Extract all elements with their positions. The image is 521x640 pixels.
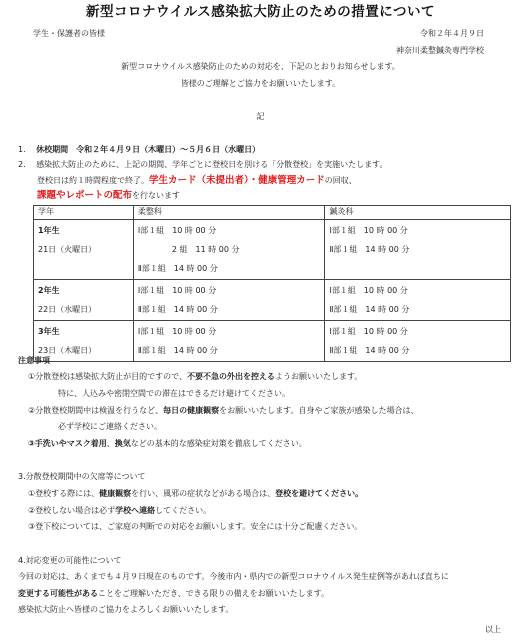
schedule-header-row (34, 206, 511, 220)
item-2-line-2 (37, 175, 357, 187)
year1-acu-cell (325, 220, 511, 280)
year2-day: 22日（水曜日） (38, 305, 97, 314)
absence-3: ③登下校については、ご家庭の判断での対応をお願いします。安全には十分ご配慮ください。 (28, 522, 363, 531)
note-1-line-2: 特に、人込みや密閉空間での滞在はできるだけ避けてください。 (58, 389, 290, 398)
year1-label: 1年生 (38, 226, 60, 235)
year1-judo-slot-3: Ⅱ部１組 14 時 00 分 (137, 264, 218, 273)
schedule-table (33, 205, 511, 362)
item-2-text: 感染拡大防止のために、上記の期間、学年ごとに登校日を別ける「分散登校」を実施いたします。 (36, 160, 388, 169)
change-emphasis: 変更する可能性がある (18, 589, 98, 598)
note-1 (28, 372, 362, 382)
note-3 (28, 439, 307, 449)
note-1-c: ようお願いいたします。 (275, 372, 363, 381)
absence-1-a: ①登校する際には、 (28, 489, 100, 498)
absence-1-b: 健康観察 (99, 489, 132, 498)
absence-heading: 3.分散登校期間中の欠席等について (18, 472, 146, 481)
item-2-line2-post: の回収、 (324, 176, 357, 185)
year1-cell (34, 220, 134, 280)
item-1 (18, 145, 260, 155)
addressee: 学生・保護者の皆様 (33, 29, 105, 38)
year1-judo-slot-2: 2 組 11 時 00 分 (171, 245, 240, 254)
year2-judo-slot-1: Ⅰ部１組 10 時 00 分 (137, 286, 217, 295)
item-2-line3-post: を行ないます (132, 191, 181, 200)
note-2-emphasis: 毎日の健康観察 (163, 406, 220, 415)
year3-label: 3年生 (38, 327, 60, 336)
year1-day: 21日（火曜日） (38, 245, 97, 254)
year3-judo-slot-2: Ⅱ部１組 14 時 00 分 (137, 346, 218, 355)
year1-judo-cell (133, 220, 325, 280)
year1-acu-slot-2: Ⅱ部１組 14 時 00 分 (329, 245, 410, 254)
year2-judo-cell (133, 280, 325, 321)
note-2-line-2: 必ず学校にご連絡ください。 (58, 422, 162, 431)
note-3-a: ③手洗いやマスク着用 (28, 439, 107, 448)
note-1-emphasis: 不要不急の外出を控える (187, 372, 276, 381)
item-2-number: 2. (18, 160, 26, 169)
note-3-c: 換気 (114, 439, 131, 448)
note-3-b: 、 (106, 439, 115, 448)
change-line-2 (18, 589, 329, 599)
note-2-c: をお願いいたします。自身やご家族が感染した場合は、 (219, 406, 419, 415)
year2-acu-slot-2: Ⅱ部１組 14 時 00 分 (329, 305, 410, 314)
item-2-line2-pre: 登校日は約１時間程度で終了。 (37, 176, 149, 185)
change-line-2-rest: ことをご理解いただき、できる限りの備えをお願いいたします。 (98, 589, 330, 598)
change-line-3: 感染拡大防止へ皆様のご協力をよろしくお願いいたします。 (18, 605, 234, 614)
closing-ijo: 以上 (485, 625, 501, 634)
absence-1-c: を行い、風邪の症状などがある場合は、 (131, 489, 276, 498)
item-2-line-3 (37, 190, 180, 202)
intro-line-1: 新型コロナウイルス感染防止のための対応を、下記のとおりお知らせします。 (121, 62, 400, 71)
schedule-row-year2 (34, 280, 511, 321)
notes-heading: 注意事項 (18, 356, 50, 365)
year2-acu-cell (325, 280, 511, 321)
absence-2-c: してください。 (155, 506, 212, 515)
header-acu: 鍼灸科 (325, 206, 511, 220)
header-year: 学年 (34, 206, 134, 220)
year2-label: 2年生 (38, 286, 60, 295)
note-2 (28, 406, 419, 416)
year3-judo-slot-1: Ⅰ部１組 10 時 00 分 (137, 327, 217, 336)
absence-2-b: 学校へ連絡 (115, 506, 156, 515)
item-1-number: 1. (18, 145, 26, 154)
absence-1 (28, 489, 363, 499)
health-card-text: 健康管理カード (258, 175, 325, 186)
schedule-row-year1 (34, 220, 511, 280)
absence-2 (28, 506, 211, 516)
report-distribution-text: レポートの配布 (65, 190, 133, 201)
issue-date: 令和２年４月９日 (420, 29, 484, 38)
schedule-row-year3 (34, 321, 511, 362)
note-2-a: ②分散登校期間中は検温を行うなど、 (28, 406, 164, 415)
year3-day: 23日（木曜日） (38, 346, 97, 355)
student-card-text: 学生カード（未提出者） (149, 175, 249, 186)
note-1-a: ①分散登校は感染拡大防止が目的ですので、 (28, 372, 188, 381)
item-1-text: 休校期間 令和２年４月９日（木曜日）～５月６日（水曜日） (36, 145, 261, 154)
year3-acu-cell (325, 321, 511, 362)
document-title: 新型コロナウイルス感染拡大防止のための措置について (86, 4, 435, 20)
year2-judo-slot-2: Ⅱ部１組 14 時 00 分 (137, 305, 218, 314)
absence-2-a: ②登校しない場合は必ず (28, 506, 116, 515)
year3-acu-slot-2: Ⅱ部１組 14 時 00 分 (329, 346, 410, 355)
header-judo: 柔整科 (133, 206, 325, 220)
year3-judo-cell (133, 321, 325, 362)
note-3-d: などの基本的な感染症対策を徹底してください。 (130, 439, 307, 448)
absence-1-d: 登校を避けてください。 (275, 489, 364, 498)
change-line-1: 今回の対応は、あくまでも４月９日現在のものです。今後市内・県内での新型コロナウイルス発生症例等があれば直ちに (18, 572, 449, 581)
year1-judo-slot-1: Ⅰ部１組 10 時 00 分 (137, 226, 217, 235)
item-2-line2-mid: ・ (248, 175, 259, 186)
year2-cell (34, 280, 134, 321)
item-2-line3-mid: や (56, 190, 66, 201)
year2-acu-slot-1: Ⅰ部１組 10 時 00 分 (329, 286, 408, 295)
assignments-text: 課題 (37, 190, 57, 201)
ki-marker: 記 (256, 112, 265, 121)
year1-acu-slot-1: Ⅰ部１組 10 時 00 分 (329, 226, 408, 235)
school-name: 神奈川柔整鍼灸専門学校 (396, 46, 484, 55)
intro-line-2: 皆様のご理解とご協力をお願いいたします。 (180, 79, 341, 88)
item-2 (18, 160, 388, 170)
year3-acu-slot-1: Ⅰ部１組 10 時 00 分 (329, 327, 408, 336)
change-heading: 4.対応変更の可能性について (18, 556, 122, 565)
